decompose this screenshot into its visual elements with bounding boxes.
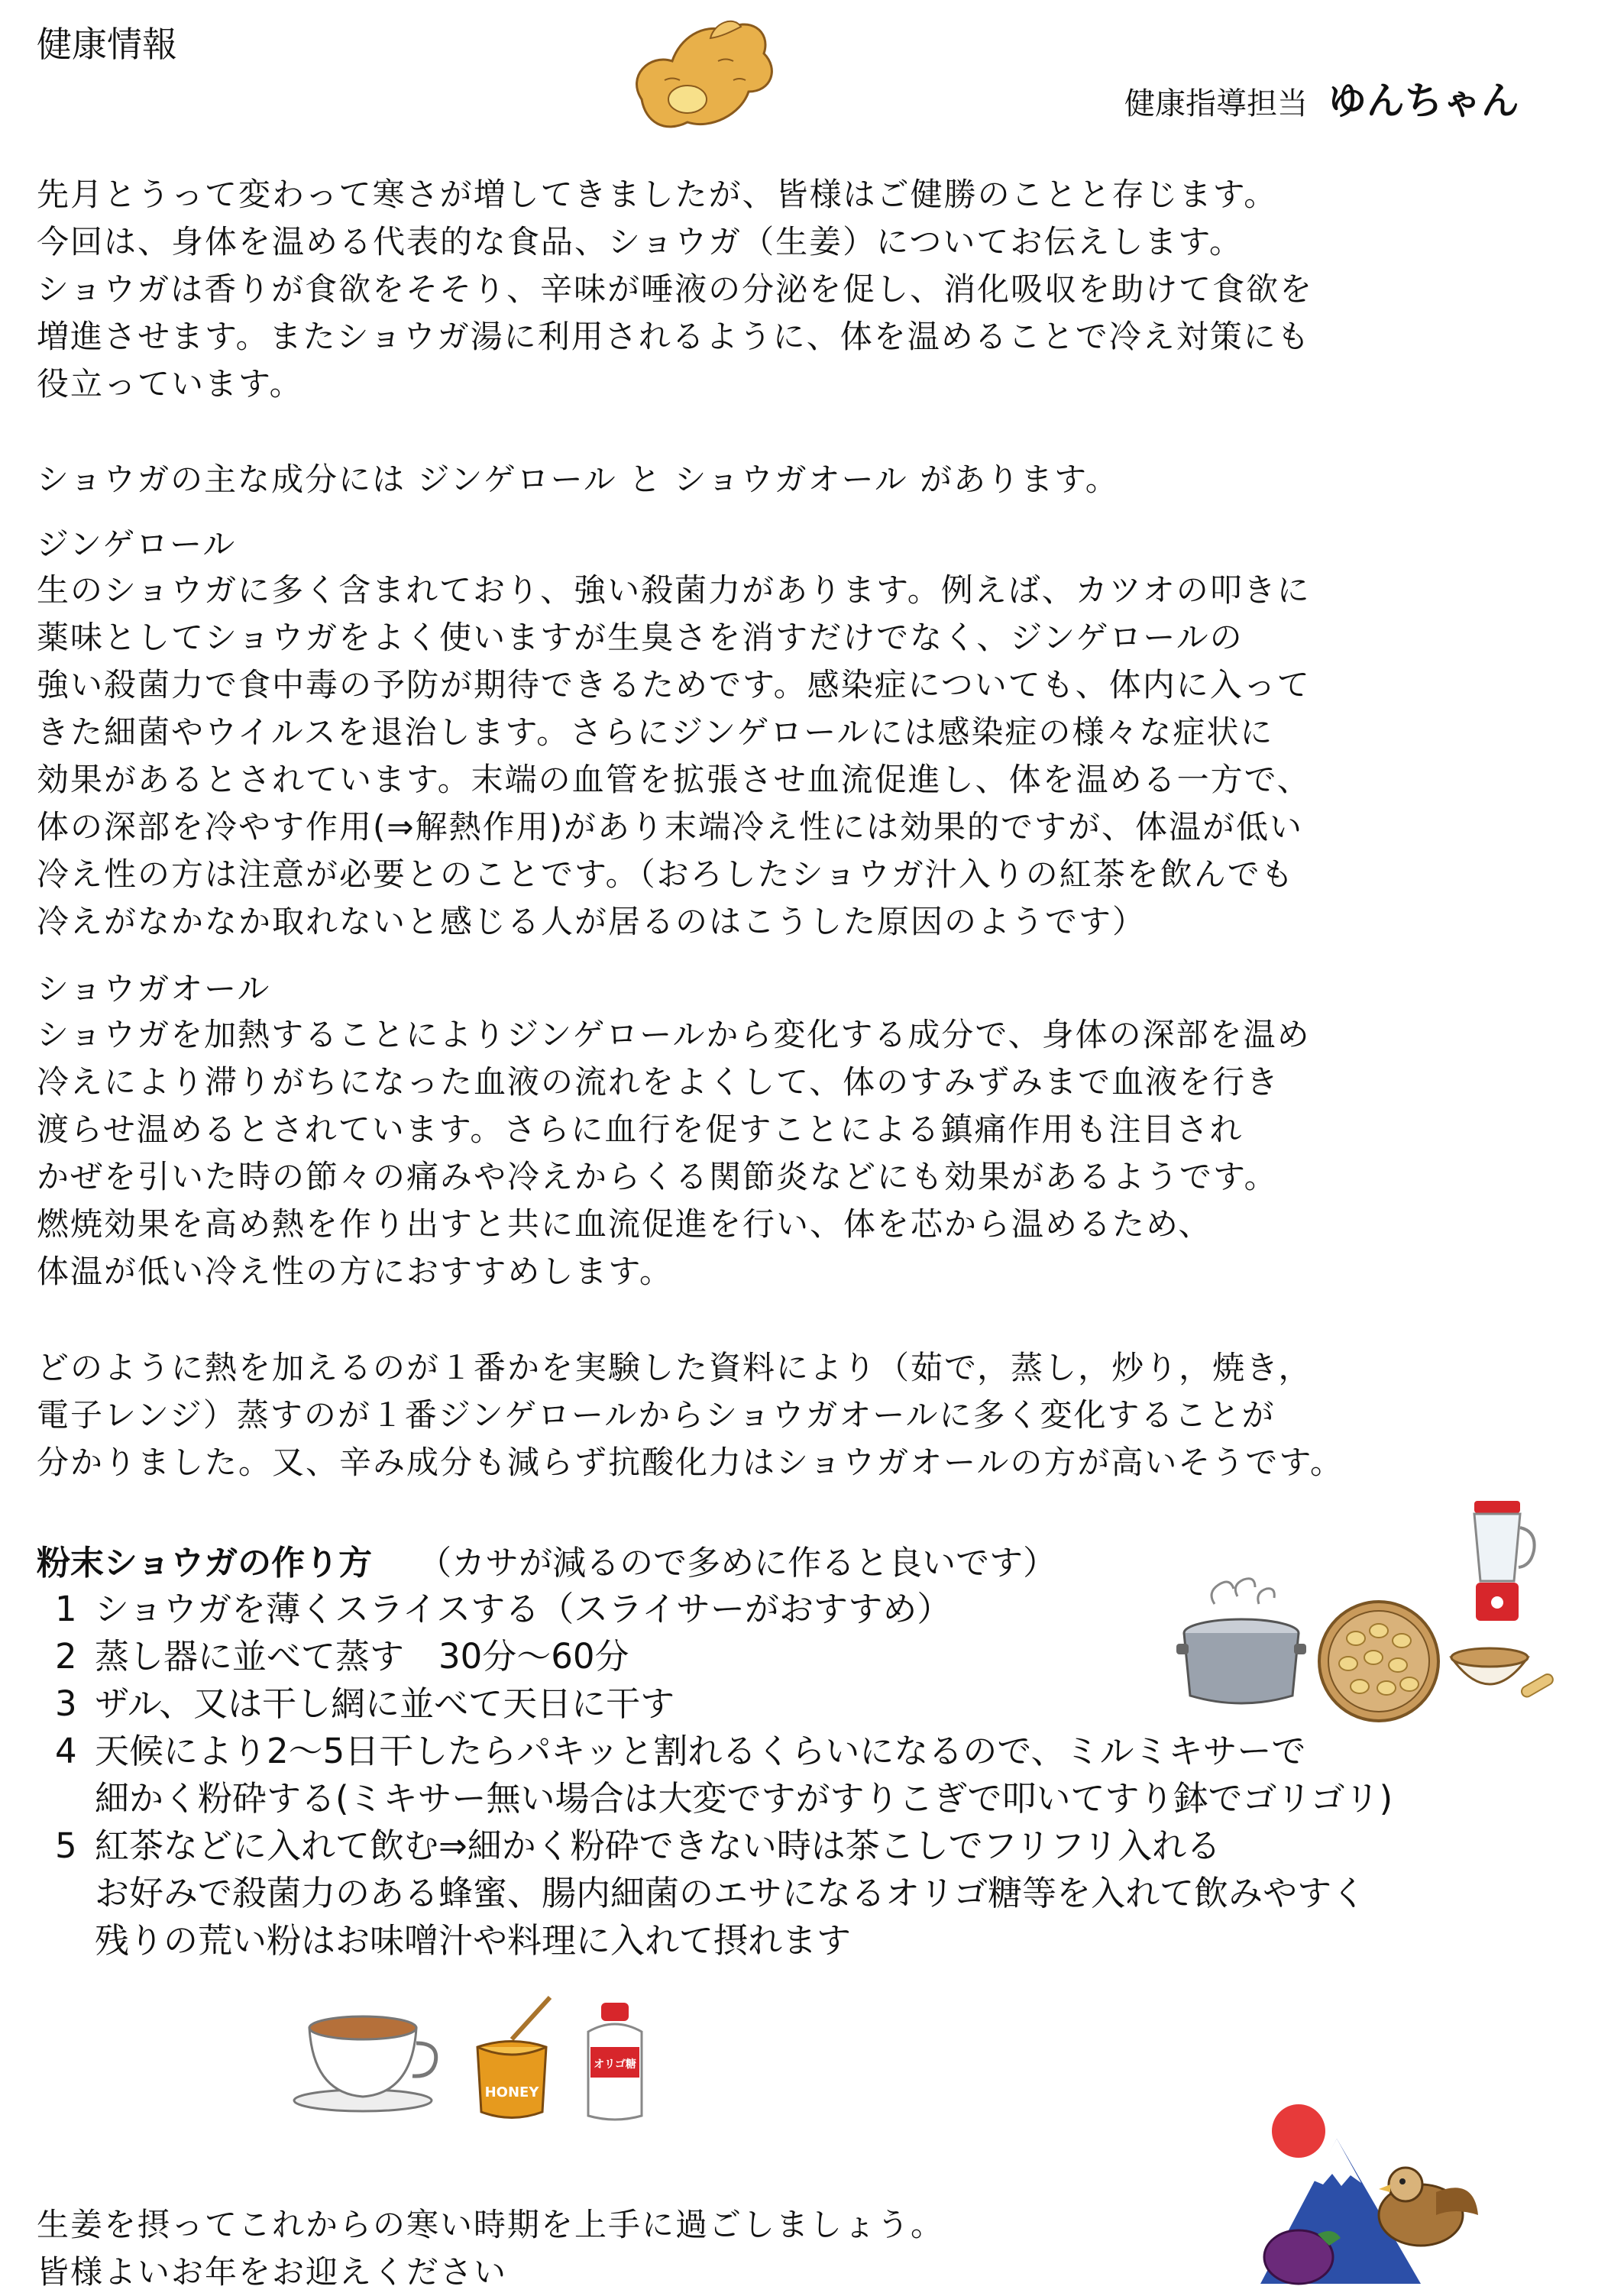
author-name: ゆんちゃん (1328, 79, 1519, 123)
step-text: ザル、又は干し網に並べて天日に干す (95, 1683, 675, 1724)
step-number: 3 (55, 1683, 77, 1724)
gingerol-heading: ジンゲロール (37, 525, 237, 563)
shogaol-line: 体温が低い冷え性の方におすすめします。 (37, 1253, 674, 1290)
recipe-step (55, 1818, 1221, 1868)
gingerol-line: 体の深部を冷やす作用(⇒解熱作用)があり末端冷え性には効果的ですが、体温が低い (37, 808, 1303, 846)
step-continuation: 細かく粉砕する(ミキサー無い場合は大変ですがすりこぎで叩いてすり鉢でゴリゴリ) (95, 1778, 1393, 1819)
page-title: 健康情報 (37, 24, 177, 65)
experiment-line: 分かりました。又、辛み成分も減らず抗酸化力はショウガオールの方が高いそうです。 (37, 1444, 1344, 1481)
shogaol-line: 冷えにより滞りがちになった血液の流れをよくして、体のすみずみまで血液を行き (37, 1063, 1280, 1101)
honey-jar-illustration (466, 1994, 558, 2123)
blender-illustration (1459, 1497, 1543, 1627)
intro-line: ショウガは香りが食欲をそそり、辛味が唾液の分泌を促し、消化吸収を助けて食欲を (37, 270, 1314, 308)
components-line: ショウガの主な成分には ジンゲロール と ショウガオール があります。 (37, 461, 1119, 498)
shogaol-line: ショウガを加熱することによりジンゲロールから変化する成分で、身体の深部を温め (37, 1016, 1311, 1053)
shogaol-line: かぜを引いた時の節々の痛みや冷えからくる関節炎などにも効果があるようです。 (37, 1158, 1278, 1195)
recipe-note: （カサが減るので多めに作ると良いです） (418, 1544, 1057, 1583)
gingerol-line: 効果があるとされています。末端の血管を拡張させ血流促進し、体を温める一方で、 (37, 761, 1311, 798)
recipe-step (55, 1723, 1305, 1773)
recipe-title (37, 1535, 1056, 1584)
gingerol-line: 薬味としてショウガをよく使いますが生臭さを消すだけでなく、ジンゲロールの (37, 619, 1244, 656)
gingerol-line: 生のショウガに多く含まれており、強い殺菌力があります。例えば、カツオの叩きに (37, 571, 1311, 609)
ginger-powder-bowl-illustration (1444, 1627, 1558, 1719)
step-continuation: 残りの荒い粉はお味噌汁や料理に入れて摂れます (95, 1920, 852, 1961)
experiment-line: どのように熱を加えるのが１番かを実験した資料により（茹で，蒸し，炒り，焼き， (37, 1349, 1312, 1386)
closing-line: 皆様よいお年をお迎えください (37, 2253, 508, 2291)
shogaol-line: 渡らせ温めるとされています。さらに血行を促すことによる鎮痛作用も注目され (37, 1111, 1244, 1148)
oligo-sugar-bottle-illustration (577, 2001, 653, 2123)
shogaol-line: 燃焼効果を高め熱を作り出すと共に血流促進を行い、体を芯から温めるため、 (37, 1205, 1212, 1243)
tea-cup-illustration (290, 2001, 443, 2116)
step-text: ショウガを薄くスライスする（スライサーがおすすめ） (95, 1589, 952, 1629)
recipe-step (55, 1581, 951, 1631)
step-number: 5 (55, 1825, 77, 1866)
recipe-step (55, 1628, 629, 1678)
experiment-line: 電子レンジ）蒸すのが１番ジンゲロールからショウガオールに多く変化することが (37, 1396, 1276, 1434)
step-continuation: お好みで殺菌力のある蜂蜜、腸内細菌のエサになるオリゴ糖等を入れて飲みやすく (95, 1873, 1367, 1913)
author-line (1124, 70, 1519, 125)
gingerol-line: 強い殺菌力で食中毒の予防が期待できるためです。感染症についても、体内に入って (37, 666, 1311, 703)
drying-tray-illustration (1314, 1596, 1444, 1726)
step-text: 蒸し器に並べて蒸す 30分～60分 (95, 1636, 629, 1677)
recipe-title-text: 粉末ショウガの作り方 (37, 1544, 373, 1583)
closing-line: 生姜を摂ってこれからの寒い時期を上手に過ごしましょう。 (37, 2206, 945, 2243)
step-text: 天候により2～5日干したらパキッと割れるくらいになるので、ミルミキサーで (95, 1731, 1306, 1771)
shogaol-heading: ショウガオール (37, 970, 271, 1007)
author-role: 健康指導担当 (1124, 86, 1308, 121)
honey-label: HONEY (484, 2084, 539, 2100)
oligo-label: オリゴ糖 (594, 2058, 636, 2071)
ginger-root-illustration (619, 8, 787, 137)
gingerol-line: 冷え性の方は注意が必要とのことです。（おろしたショウガ汁入りの紅茶を飲んでも (37, 855, 1295, 893)
gingerol-line: きた細菌やウイルスを退治します。さらにジンゲロールには感染症の様々な症状に (37, 713, 1274, 751)
step-number: 1 (55, 1589, 77, 1629)
intro-line: 今回は、身体を温める代表的な食品、ショウガ（生姜）についてお伝えします。 (37, 223, 1243, 260)
intro-line: 役立っています。 (37, 365, 303, 403)
gingerol-line: 冷えがなかなか取れないと感じる人が居るのはこうした原因のようです） (37, 903, 1147, 940)
step-text: 紅茶などに入れて飲む⇒細かく粉砕できない時は茶こしでフリフリ入れる (95, 1825, 1221, 1866)
intro-line: 増進させます。またショウガ湯に利用されるように、体を温めることで冷え対策にも (37, 318, 1311, 355)
intro-line: 先月とうって変わって寒さが増してきましたが、皆様はご健勝のことと存じます。 (37, 176, 1278, 213)
step-number: 2 (55, 1636, 77, 1677)
steamer-pot-illustration (1176, 1573, 1306, 1711)
new-year-fuji-hawk-eggplant-illustration (1253, 2093, 1482, 2291)
recipe-step (55, 1676, 675, 1725)
step-number: 4 (55, 1731, 77, 1771)
